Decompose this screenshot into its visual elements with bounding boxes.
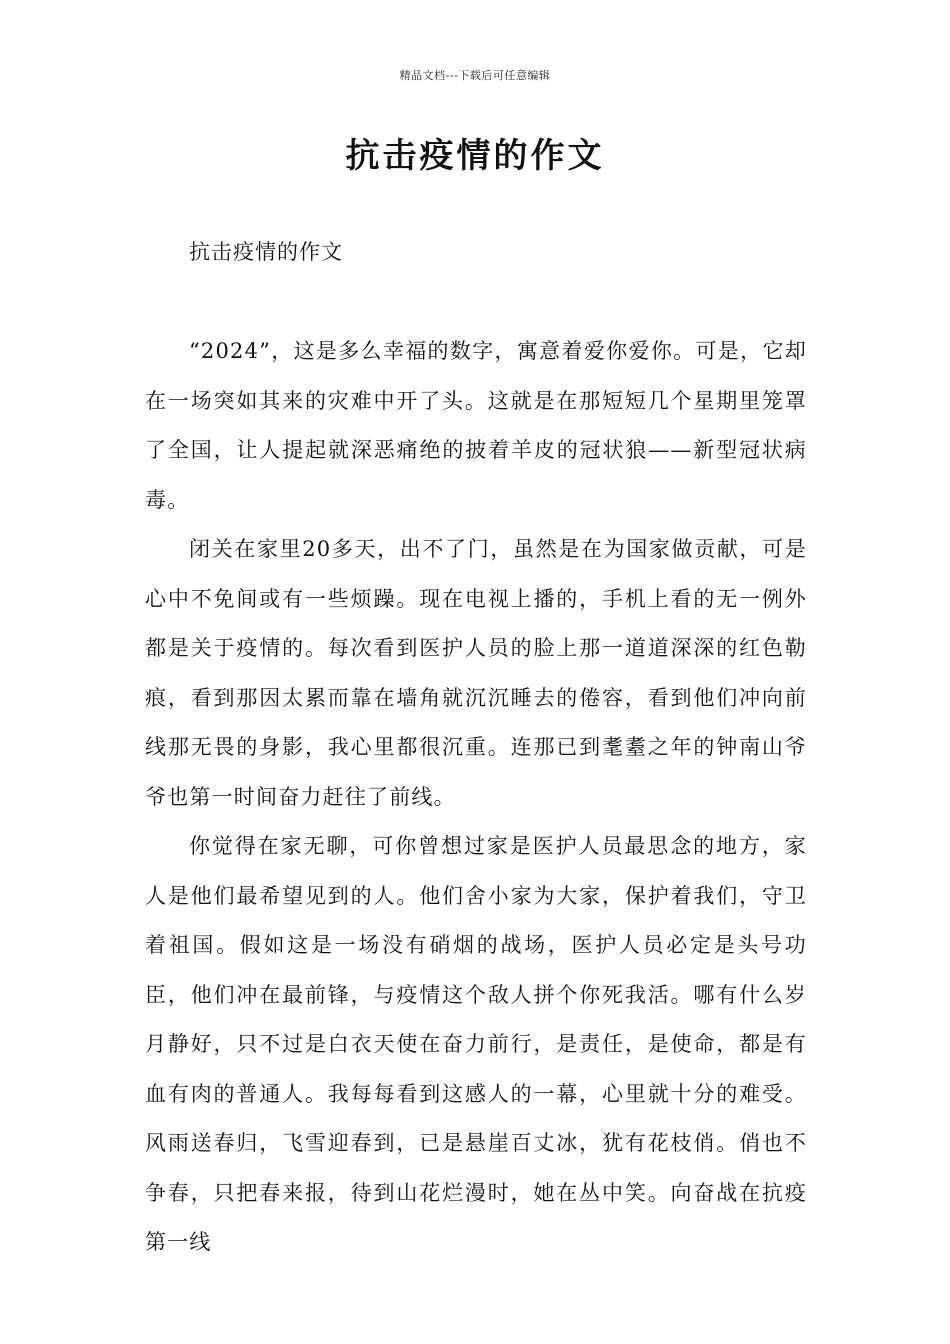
paragraph-2: 闭关在家里20多天，出不了门，虽然是在为国家做贡献，可是心中不免间或有一些烦躁。现在电视上播的，手机上看的无一例外都是关于疫情的。每次看到医护人员的脸上那一道道深深的红色勒痕，看到那因太累而靠在墙角就沉沉睡去的倦容，看到他们冲向前线那无畏的身影，我心里都很沉重。连那已到耄耋之年的钟南山爷爷也第一时间奋力赶往了前线。 bbox=[145, 537, 807, 809]
paragraph-1: “2024”，这是多么幸福的数字，寓意着爱你爱你。可是，它却在一场突如其来的灾难中开了头。这就是在那短短几个星期里笼罩了全国，让人提起就深恶痛绝的披着羊皮的冠状狼——新型冠状病毒。 bbox=[145, 339, 807, 512]
page-title: 抗击疫情的作文 bbox=[345, 136, 605, 176]
article-body bbox=[145, 327, 807, 1268]
subtitle: 抗击疫情的作文 bbox=[189, 240, 343, 264]
header-note: 精品文档---下载后可任意编辑 bbox=[399, 69, 551, 82]
paragraph-3: 你觉得在家无聊，可你曾想过家是医护人员最思念的地方，家人是他们最希望见到的人。他们舍小家为大家，保护着我们，守卫着祖国。假如这是一场没有硝烟的战场，医护人员必定是头号功臣，他们冲在最前锋，与疫情这个敌人拼个你死我活。哪有什么岁月静好，只不过是白衣天使在奋力前行，是责任，是使命，都是有血有肉的普通人。我每每看到这感人的一幕，心里就十分的难受。风雨送春归，飞雪迎春到，已是悬崖百丈冰，犹有花枝俏。俏也不争春，只把春来报，待到山花烂漫时，她在丛中笑。向奋战在抗疫第一线 bbox=[145, 834, 807, 1254]
